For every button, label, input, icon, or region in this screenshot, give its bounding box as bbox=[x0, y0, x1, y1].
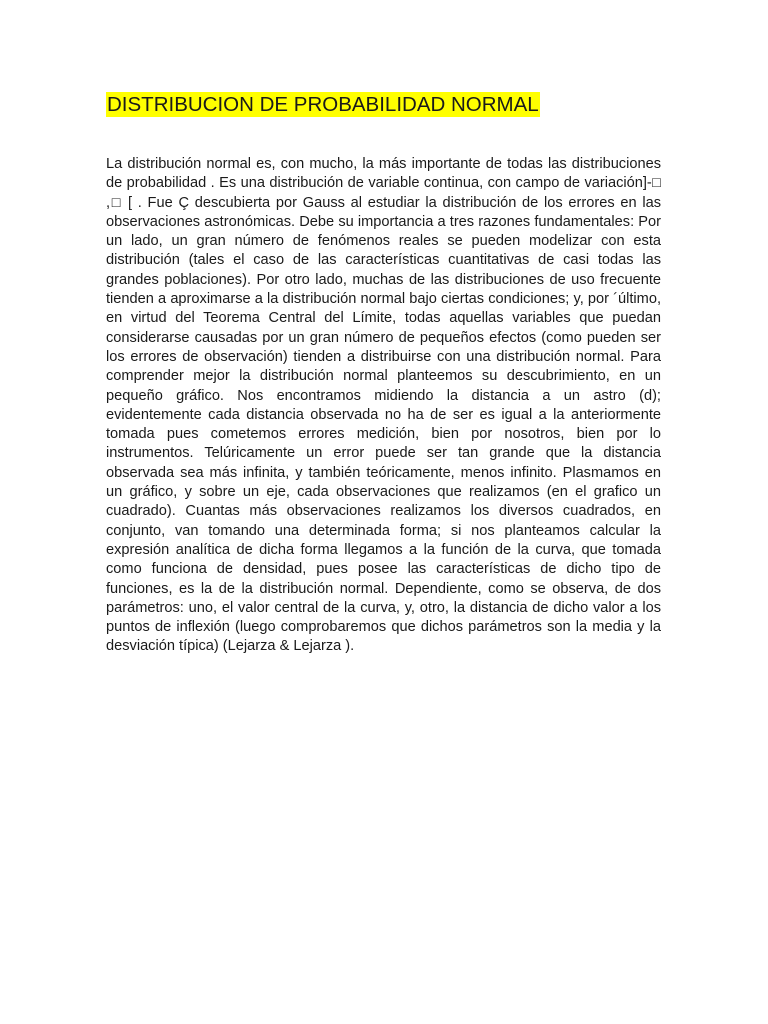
document-title: DISTRIBUCION DE PROBABILIDAD NORMAL bbox=[107, 93, 539, 116]
body-paragraph: La distribución normal es, con mucho, la más importante de todas las distribuciones de probabilidad . Es una distribución de variable continua, con campo de variación]-□ ,□ [ . Fue Ç descubierta por Gauss al estudiar la distribución de los errores en las observaciones astronómicas. Debe su importancia a tres razones fundamentales: Por un lado, un gran número de fenómenos reales se pueden modelizar con esta distribución (tales el caso de las características cuantitativas de casi todas las grandes poblaciones). Por otro lado, muchas de las distribuciones de uso frecuente tienden a aproximarse a la distribución normal bajo ciertas condiciones; y, por ´último, en virtud del Teorema Central del Límite, todas aquellas variables que puedan considerarse causadas por un gran número de pequeños efectos (como pueden ser los errores de observación) tienden a distribuirse con una distribución normal. Para comprender mejor la distribución normal planteemos su descubrimiento, en un pequeño gráfico. Nos encontramos midiendo la distancia a un astro (d); evidentemente cada distancia observada no ha de ser es igual a la anteriormente tomada pues cometemos errores medición, bien por nosotros, bien por lo instrumentos. Telúricamente un error puede ser tan grande que la distancia observada sea más infinita, y también teóricamente, menos infinito. Plasmamos en un gráfico, y sobre un eje, cada observaciones que realizamos (en el grafico un cuadrado). Cuantas más observaciones realizamos los diversos cuadrados, en conjunto, van tomando una determinada forma; si nos planteamos calcular la expresión analítica de dicha forma llegamos a la función de la curva, que tomada como funciona de densidad, pues posee las características de dicho tipo de funciones, es la de la distribución normal. Dependiente, como se observa, de dos parámetros: uno, el valor central de la curva, y, otro, la distancia de dicho valor a los puntos de inflexión (luego comprobaremos que dichos parámetros son la media y la desviación típica) (Lejarza & Lejarza ). bbox=[106, 156, 661, 655]
